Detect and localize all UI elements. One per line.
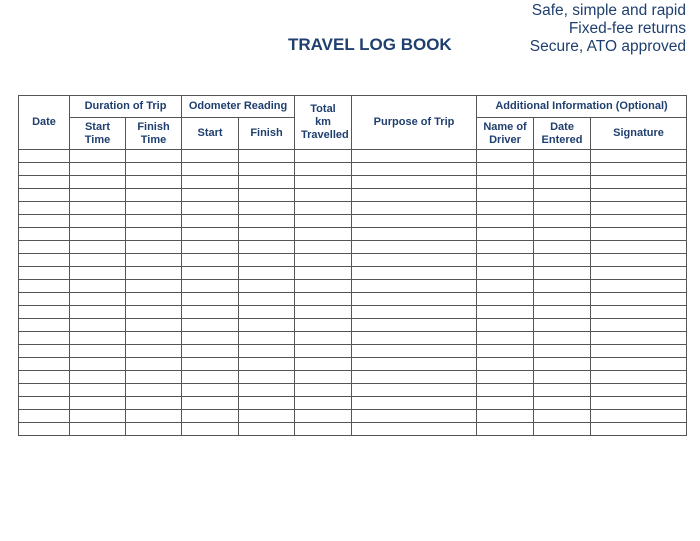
table-cell[interactable] [295,202,352,215]
header-odometer-group: Odometer Reading [182,96,295,118]
table-cell[interactable] [19,319,70,332]
table-row [19,332,687,345]
table-cell[interactable] [295,306,352,319]
table-cell[interactable] [477,306,534,319]
table-cell[interactable] [591,215,687,228]
table-cell[interactable] [352,189,477,202]
table-cell[interactable] [534,215,591,228]
table-row [19,384,687,397]
table-cell[interactable] [477,280,534,293]
table-cell[interactable] [182,163,239,176]
table-cell[interactable] [182,345,239,358]
table-cell[interactable] [591,150,687,163]
table-cell[interactable] [591,202,687,215]
table-cell[interactable] [591,384,687,397]
table-cell[interactable] [534,176,591,189]
table-cell[interactable] [295,176,352,189]
table-cell[interactable] [182,384,239,397]
table-cell[interactable] [70,267,126,280]
table-cell[interactable] [19,241,70,254]
table-cell[interactable] [182,423,239,436]
table-cell[interactable] [477,254,534,267]
table-cell[interactable] [591,280,687,293]
table-cell[interactable] [477,371,534,384]
table-cell[interactable] [19,293,70,306]
table-cell[interactable] [295,345,352,358]
table-cell[interactable] [70,306,126,319]
table-cell[interactable] [534,332,591,345]
table-cell[interactable] [477,228,534,241]
table-cell[interactable] [182,215,239,228]
table-cell[interactable] [70,319,126,332]
table-cell[interactable] [239,410,295,423]
table-cell[interactable] [182,280,239,293]
table-cell[interactable] [182,189,239,202]
table-row [19,241,687,254]
table-cell[interactable] [126,384,182,397]
table-cell[interactable] [182,176,239,189]
table-row [19,345,687,358]
table-cell[interactable] [19,423,70,436]
table-cell[interactable] [534,189,591,202]
table-cell[interactable] [182,241,239,254]
table-row [19,163,687,176]
table-cell[interactable] [126,345,182,358]
table-cell[interactable] [295,228,352,241]
table-cell[interactable] [182,202,239,215]
table-cell[interactable] [182,267,239,280]
table-cell[interactable] [182,306,239,319]
table-cell[interactable] [295,423,352,436]
table-cell[interactable] [352,319,477,332]
table-cell[interactable] [352,397,477,410]
table-cell[interactable] [126,215,182,228]
table-cell[interactable] [534,319,591,332]
table-row [19,397,687,410]
table-cell[interactable] [477,202,534,215]
table-row [19,189,687,202]
table-cell[interactable] [534,384,591,397]
table-cell[interactable] [591,228,687,241]
table-cell[interactable] [126,319,182,332]
header-start-time: Start Time [70,118,126,150]
table-cell[interactable] [182,293,239,306]
table-cell[interactable] [126,163,182,176]
table-cell[interactable] [477,163,534,176]
table-cell[interactable] [19,397,70,410]
table-cell[interactable] [591,371,687,384]
table-cell[interactable] [477,410,534,423]
table-cell[interactable] [534,397,591,410]
table-cell[interactable] [19,358,70,371]
table-row [19,306,687,319]
table-cell[interactable] [352,293,477,306]
table-cell[interactable] [534,150,591,163]
header-additional-group: Additional Information (Optional) [477,96,687,118]
table-cell[interactable] [352,163,477,176]
table-cell[interactable] [295,267,352,280]
table-cell[interactable] [182,410,239,423]
table-cell[interactable] [352,280,477,293]
tagline-line-1: Safe, simple and rapid [531,2,686,19]
table-cell[interactable] [295,189,352,202]
table-cell[interactable] [182,371,239,384]
table-cell[interactable] [126,280,182,293]
table-cell[interactable] [534,254,591,267]
table-cell[interactable] [70,293,126,306]
table-cell[interactable] [352,345,477,358]
table-cell[interactable] [19,371,70,384]
table-cell[interactable] [591,163,687,176]
table-cell[interactable] [70,150,126,163]
table-cell[interactable] [239,267,295,280]
table-cell[interactable] [352,215,477,228]
table-row [19,267,687,280]
table-cell[interactable] [591,176,687,189]
table-row [19,280,687,293]
table-cell[interactable] [126,371,182,384]
table-cell[interactable] [182,332,239,345]
tagline [530,2,686,56]
table-cell[interactable] [126,410,182,423]
table-cell[interactable] [239,150,295,163]
table-cell[interactable] [70,410,126,423]
table-cell[interactable] [126,358,182,371]
table-cell[interactable] [126,267,182,280]
header-odo-finish: Finish [239,118,295,150]
table-cell[interactable] [591,423,687,436]
table-cell[interactable] [239,358,295,371]
table-cell[interactable] [295,241,352,254]
table-cell[interactable] [352,202,477,215]
page-title: TRAVEL LOG BOOK [288,35,452,54]
table-row [19,423,687,436]
table-cell[interactable] [591,189,687,202]
table-cell[interactable] [239,241,295,254]
table-cell[interactable] [126,293,182,306]
table-cell[interactable] [182,228,239,241]
table-cell[interactable] [70,202,126,215]
table-cell[interactable] [19,306,70,319]
table-cell[interactable] [70,371,126,384]
table-cell[interactable] [70,423,126,436]
table-cell[interactable] [19,280,70,293]
table-cell[interactable] [295,280,352,293]
table-cell[interactable] [534,163,591,176]
table-cell[interactable] [70,176,126,189]
table-cell[interactable] [591,241,687,254]
table-cell[interactable] [70,384,126,397]
table-cell[interactable] [477,241,534,254]
table-cell[interactable] [239,371,295,384]
table-cell[interactable] [70,215,126,228]
table-cell[interactable] [70,397,126,410]
table-cell[interactable] [126,202,182,215]
table-cell[interactable] [352,228,477,241]
table-cell[interactable] [352,358,477,371]
table-cell[interactable] [70,345,126,358]
table-cell[interactable] [591,293,687,306]
table-cell[interactable] [239,254,295,267]
table-cell[interactable] [352,410,477,423]
table-cell[interactable] [239,423,295,436]
table-cell[interactable] [477,293,534,306]
table-row [19,371,687,384]
table-cell[interactable] [295,163,352,176]
table-row [19,228,687,241]
table-cell[interactable] [534,345,591,358]
table-cell[interactable] [352,423,477,436]
table-cell[interactable] [182,319,239,332]
table-cell[interactable] [70,280,126,293]
table-cell[interactable] [19,267,70,280]
table-cell[interactable] [477,332,534,345]
header-purpose: Purpose of Trip [352,96,477,150]
table-cell[interactable] [477,215,534,228]
table-cell[interactable] [126,397,182,410]
table-row [19,150,687,163]
table-cell[interactable] [534,202,591,215]
table-cell[interactable] [352,241,477,254]
table-cell[interactable] [591,332,687,345]
table-cell[interactable] [295,410,352,423]
table-cell[interactable] [19,202,70,215]
table-cell[interactable] [70,189,126,202]
table-cell[interactable] [239,176,295,189]
table-cell[interactable] [534,280,591,293]
table-cell[interactable] [19,150,70,163]
table-cell[interactable] [352,150,477,163]
table-cell[interactable] [126,423,182,436]
travel-log-table [18,95,687,436]
table-cell[interactable] [591,397,687,410]
table-cell[interactable] [126,176,182,189]
table-cell[interactable] [126,228,182,241]
tagline-line-2: Fixed-fee returns [568,20,686,37]
table-cell[interactable] [19,189,70,202]
table-row [19,176,687,189]
table-cell[interactable] [352,371,477,384]
table-cell[interactable] [239,319,295,332]
table-cell[interactable] [239,332,295,345]
table-cell[interactable] [239,163,295,176]
table-cell[interactable] [477,345,534,358]
table-cell[interactable] [19,332,70,345]
table-cell[interactable] [591,358,687,371]
table-cell[interactable] [477,397,534,410]
table-cell[interactable] [477,189,534,202]
table-cell[interactable] [239,345,295,358]
table-row [19,215,687,228]
table-cell[interactable] [295,319,352,332]
table-cell[interactable] [19,215,70,228]
table-cell[interactable] [70,241,126,254]
table-cell[interactable] [126,254,182,267]
table-cell[interactable] [70,163,126,176]
table-cell[interactable] [477,319,534,332]
header-date-entered: Date Entered [534,118,591,150]
table-cell[interactable] [239,384,295,397]
header-odo-start: Start [182,118,239,150]
table-cell[interactable] [534,371,591,384]
table-cell[interactable] [591,319,687,332]
table-cell[interactable] [19,228,70,241]
tagline-line-3: Secure, ATO approved [529,38,686,55]
table-cell[interactable] [239,280,295,293]
table-cell[interactable] [182,358,239,371]
table-cell[interactable] [534,410,591,423]
table-cell[interactable] [591,345,687,358]
table-cell[interactable] [295,293,352,306]
table-cell[interactable] [126,150,182,163]
table-cell[interactable] [591,254,687,267]
header-total-km: Total km Travelled [295,96,352,150]
table-cell[interactable] [295,254,352,267]
table-cell[interactable] [295,215,352,228]
header-finish-time: Finish Time [126,118,182,150]
table-cell[interactable] [182,254,239,267]
table-cell[interactable] [591,306,687,319]
table-cell[interactable] [477,358,534,371]
table-cell[interactable] [239,306,295,319]
table-cell[interactable] [295,371,352,384]
table-cell[interactable] [534,358,591,371]
table-cell[interactable] [352,176,477,189]
table-cell[interactable] [19,163,70,176]
table-cell[interactable] [534,423,591,436]
table-cell[interactable] [19,410,70,423]
log-body [19,150,687,436]
table-cell[interactable] [182,397,239,410]
table-cell[interactable] [126,332,182,345]
table-row [19,293,687,306]
table-row [19,358,687,371]
table-row [19,202,687,215]
table-cell[interactable] [295,397,352,410]
table-cell[interactable] [295,358,352,371]
table-cell[interactable] [352,306,477,319]
table-cell[interactable] [239,293,295,306]
table-cell[interactable] [239,202,295,215]
table-cell[interactable] [477,267,534,280]
table-cell[interactable] [352,384,477,397]
table-cell[interactable] [477,384,534,397]
table-cell[interactable] [70,228,126,241]
table-cell[interactable] [70,332,126,345]
header-driver: Name of Driver [477,118,534,150]
table-cell[interactable] [70,358,126,371]
table-cell[interactable] [477,176,534,189]
table-cell[interactable] [19,384,70,397]
table-cell[interactable] [591,410,687,423]
table-cell[interactable] [19,345,70,358]
table-row [19,410,687,423]
table-row [19,319,687,332]
table-cell[interactable] [239,228,295,241]
header-duration-group: Duration of Trip [70,96,182,118]
table-cell[interactable] [239,215,295,228]
table-cell[interactable] [126,189,182,202]
header-date: Date [19,96,70,150]
table-cell[interactable] [534,293,591,306]
table-cell[interactable] [19,254,70,267]
table-cell[interactable] [295,384,352,397]
table-cell[interactable] [19,176,70,189]
table-cell[interactable] [352,332,477,345]
table-cell[interactable] [477,423,534,436]
table-cell[interactable] [352,254,477,267]
table-cell[interactable] [295,150,352,163]
table-cell[interactable] [126,306,182,319]
table-cell[interactable] [70,254,126,267]
table-cell[interactable] [534,241,591,254]
table-cell[interactable] [126,241,182,254]
table-row [19,254,687,267]
table-cell[interactable] [534,306,591,319]
table-cell[interactable] [477,150,534,163]
header-signature: Signature [591,118,687,150]
table-cell[interactable] [239,189,295,202]
table-cell[interactable] [352,267,477,280]
table-cell[interactable] [295,332,352,345]
table-cell[interactable] [534,228,591,241]
table-cell[interactable] [591,267,687,280]
table-cell[interactable] [239,397,295,410]
table-cell[interactable] [534,267,591,280]
table-cell[interactable] [182,150,239,163]
